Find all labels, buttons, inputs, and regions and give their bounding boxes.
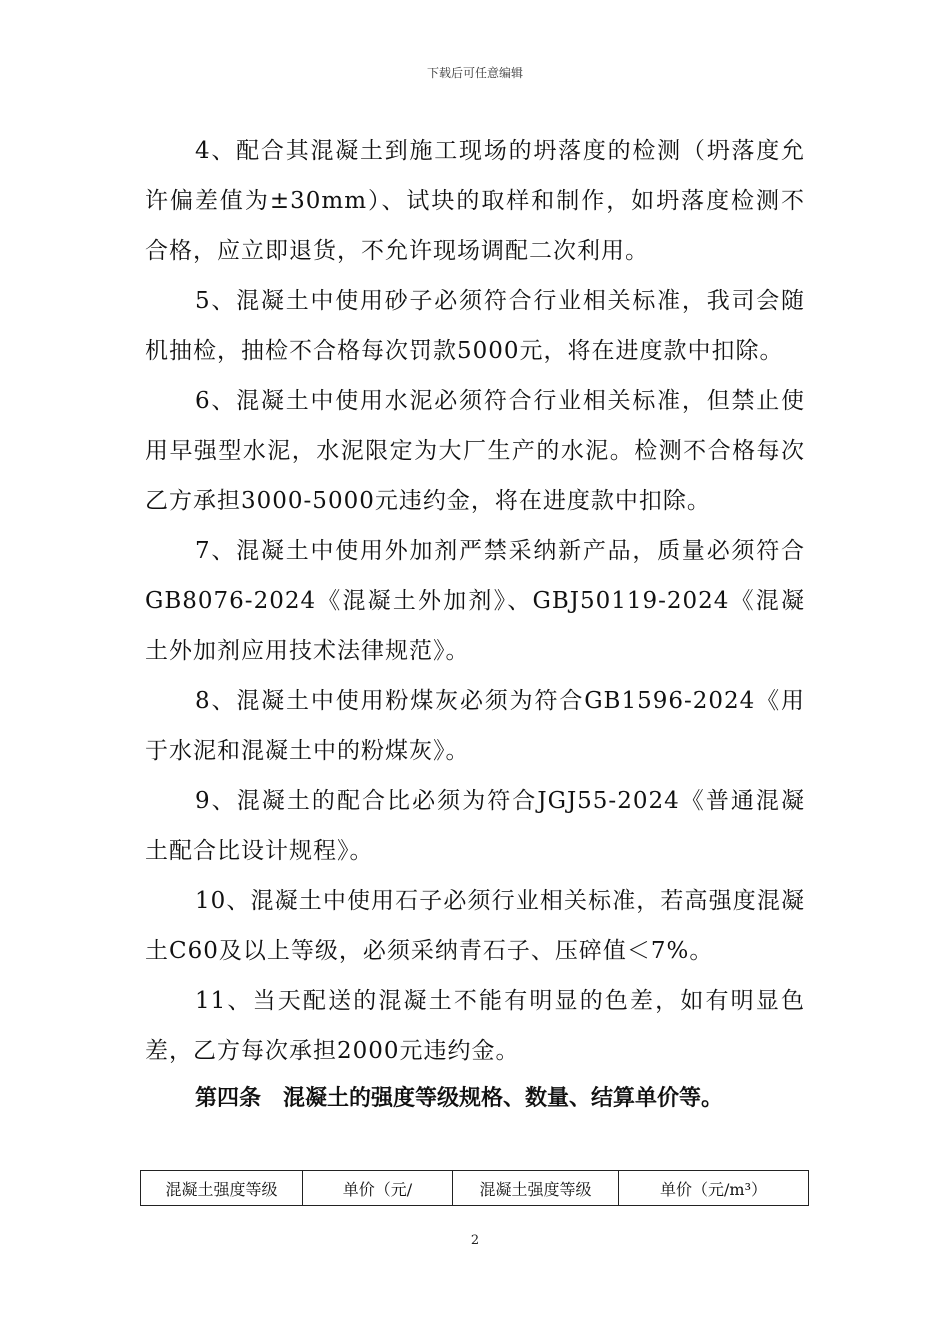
clause-6: 6、混凝土中使用水泥必须符合行业相关标准，但禁止使用早强型水泥，水泥限定为大厂生产的水泥。检测不合格每次乙方承担3000-5000元违约金，将在进度款中扣除。: [145, 388, 805, 514]
clause-9: 9、混凝土的配合比必须为符合JGJ55-2024《普通混凝土配合比设计规程》。: [145, 788, 805, 864]
table-header-price-2: 单价（元/m³）: [619, 1171, 809, 1206]
document-body: [145, 126, 805, 1122]
clause-10: 10、混凝土中使用石子必须行业相关标准，若高强度混凝土C60及以上等级，必须采纳青石子、压碎值＜7%。: [145, 888, 805, 964]
clause-8: 8、混凝土中使用粉煤灰必须为符合GB1596-2024《用于水泥和混凝土中的粉煤灰》。: [145, 688, 805, 764]
table-header-grade-1: 混凝土强度等级: [141, 1171, 303, 1206]
table-header-grade-2: 混凝土强度等级: [453, 1171, 619, 1206]
table-header-price-1: 单价（元/: [303, 1171, 453, 1206]
page-header: 下载后可任意编辑: [426, 66, 523, 80]
price-table: [140, 1170, 809, 1206]
table-header-row: [141, 1171, 809, 1206]
page-number: 2: [470, 1233, 480, 1248]
clause-7: 7、混凝土中使用外加剂严禁采纳新产品，质量必须符合GB8076-2024《混凝土外加剂》、GBJ50119-2024《混凝土外加剂应用技术法律规范》。: [145, 538, 805, 664]
clause-11: 11、当天配送的混凝土不能有明显的色差，如有明显色差，乙方每次承担2000元违约金。: [145, 988, 805, 1064]
clause-5: 5、混凝土中使用砂子必须符合行业相关标准，我司会随机抽检，抽检不合格每次罚款5000元，将在进度款中扣除。: [145, 288, 805, 364]
clause-4: 4、配合其混凝土到施工现场的坍落度的检测（坍落度允许偏差值为±30mm）、试块的取样和制作，如坍落度检测不合格，应立即退货，不允许现场调配二次利用。: [145, 138, 805, 264]
article-four-heading: 第四条 混凝土的强度等级规格、数量、结算单价等。: [195, 1086, 724, 1111]
